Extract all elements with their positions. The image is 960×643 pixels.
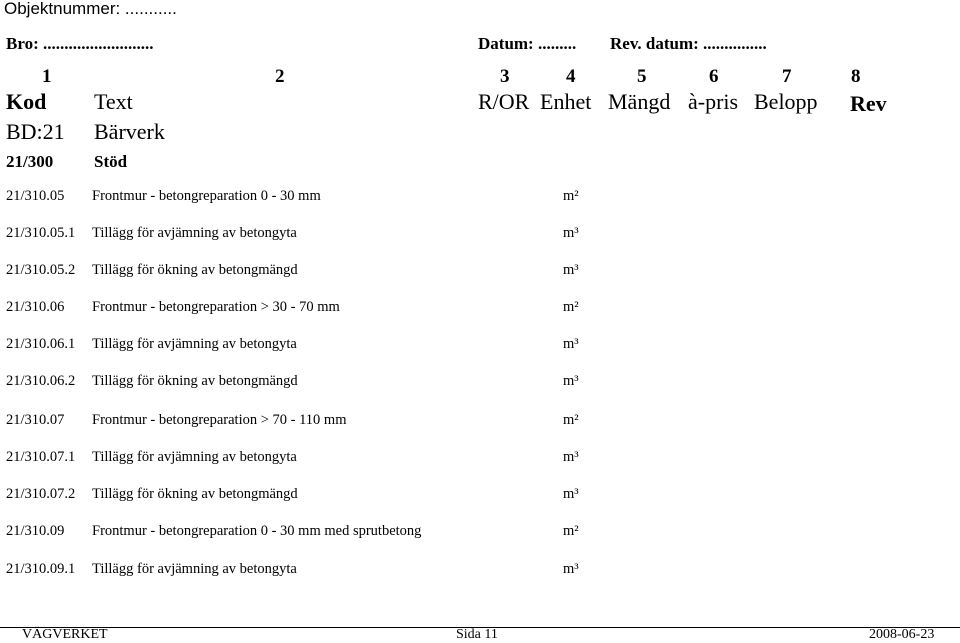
- row-9-text: Tillägg för ökning av betongmängd: [92, 486, 298, 502]
- row-5-code: 21/310.06.1: [6, 336, 76, 352]
- column-header-rev: Rev: [850, 91, 887, 116]
- row-1-code: 21/310.05: [6, 188, 65, 204]
- column-header-apris: à-pris: [688, 89, 739, 114]
- row-11-code: 21/310.09.1: [6, 561, 76, 577]
- row-7-text: Frontmur - betongreparation > 70 - 110 mm: [92, 412, 347, 428]
- column-number-2: 2: [275, 66, 285, 87]
- row-5-text: Tillägg för avjämning av betongyta: [92, 336, 297, 352]
- row-10-unit: m²: [563, 523, 579, 539]
- column-header-ror: R/OR: [478, 89, 530, 114]
- bro-label: Bro: ..........................: [6, 34, 154, 53]
- row-7-code: 21/310.07: [6, 412, 65, 428]
- section-title: Bärverk: [94, 119, 165, 144]
- row-11-text: Tillägg för avjämning av betongyta: [92, 561, 297, 577]
- row-3-code: 21/310.05.2: [6, 262, 76, 278]
- column-number-1: 1: [42, 66, 52, 87]
- row-8-text: Tillägg för avjämning av betongyta: [92, 449, 297, 465]
- column-header-text: Text: [94, 89, 133, 114]
- row-9-unit: m³: [563, 486, 579, 502]
- objektnummer-label: Objektnummer: ...........: [4, 0, 177, 18]
- subsection-code: 21/300: [6, 152, 54, 171]
- column-header-kod: Kod: [6, 89, 47, 114]
- datum-label: Datum: .........: [478, 34, 577, 53]
- column-header-enhet: Enhet: [540, 89, 592, 114]
- column-number-6: 6: [709, 66, 719, 87]
- section-code: BD:21: [6, 119, 65, 144]
- row-5-unit: m³: [563, 336, 579, 352]
- column-number-3: 3: [500, 66, 510, 87]
- rev-datum-label: Rev. datum: ...............: [610, 34, 767, 53]
- row-10-code: 21/310.09: [6, 523, 65, 539]
- row-1-text: Frontmur - betongreparation 0 - 30 mm: [92, 188, 321, 204]
- row-11-unit: m³: [563, 561, 579, 577]
- subsection-title: Stöd: [94, 152, 128, 171]
- row-6-unit: m³: [563, 373, 579, 389]
- row-8-unit: m³: [563, 449, 579, 465]
- row-2-text: Tillägg för avjämning av betongyta: [92, 225, 297, 241]
- column-header-mangd: Mängd: [608, 89, 671, 114]
- column-number-8: 8: [851, 66, 861, 87]
- column-number-7: 7: [782, 66, 792, 87]
- row-2-unit: m³: [563, 225, 579, 241]
- column-number-5: 5: [637, 66, 647, 87]
- row-6-text: Tillägg för ökning av betongmängd: [92, 373, 298, 389]
- row-6-code: 21/310.06.2: [6, 373, 76, 389]
- row-3-unit: m³: [563, 262, 579, 278]
- footer-org: VÄGVERKET: [22, 627, 108, 642]
- row-4-text: Frontmur - betongreparation > 30 - 70 mm: [92, 299, 340, 315]
- row-2-code: 21/310.05.1: [6, 225, 76, 241]
- row-10-text: Frontmur - betongreparation 0 - 30 mm med sprutbetong: [92, 523, 422, 539]
- column-number-4: 4: [566, 66, 576, 87]
- column-header-belopp: Belopp: [754, 89, 818, 114]
- row-4-unit: m²: [563, 299, 579, 315]
- footer-date: 2008-06-23: [869, 627, 935, 642]
- footer-page-number: Sida 11: [456, 627, 498, 642]
- row-7-unit: m²: [563, 412, 579, 428]
- row-4-code: 21/310.06: [6, 299, 65, 315]
- row-3-text: Tillägg för ökning av betongmängd: [92, 262, 298, 278]
- row-9-code: 21/310.07.2: [6, 486, 76, 502]
- row-8-code: 21/310.07.1: [6, 449, 76, 465]
- row-1-unit: m²: [563, 188, 579, 204]
